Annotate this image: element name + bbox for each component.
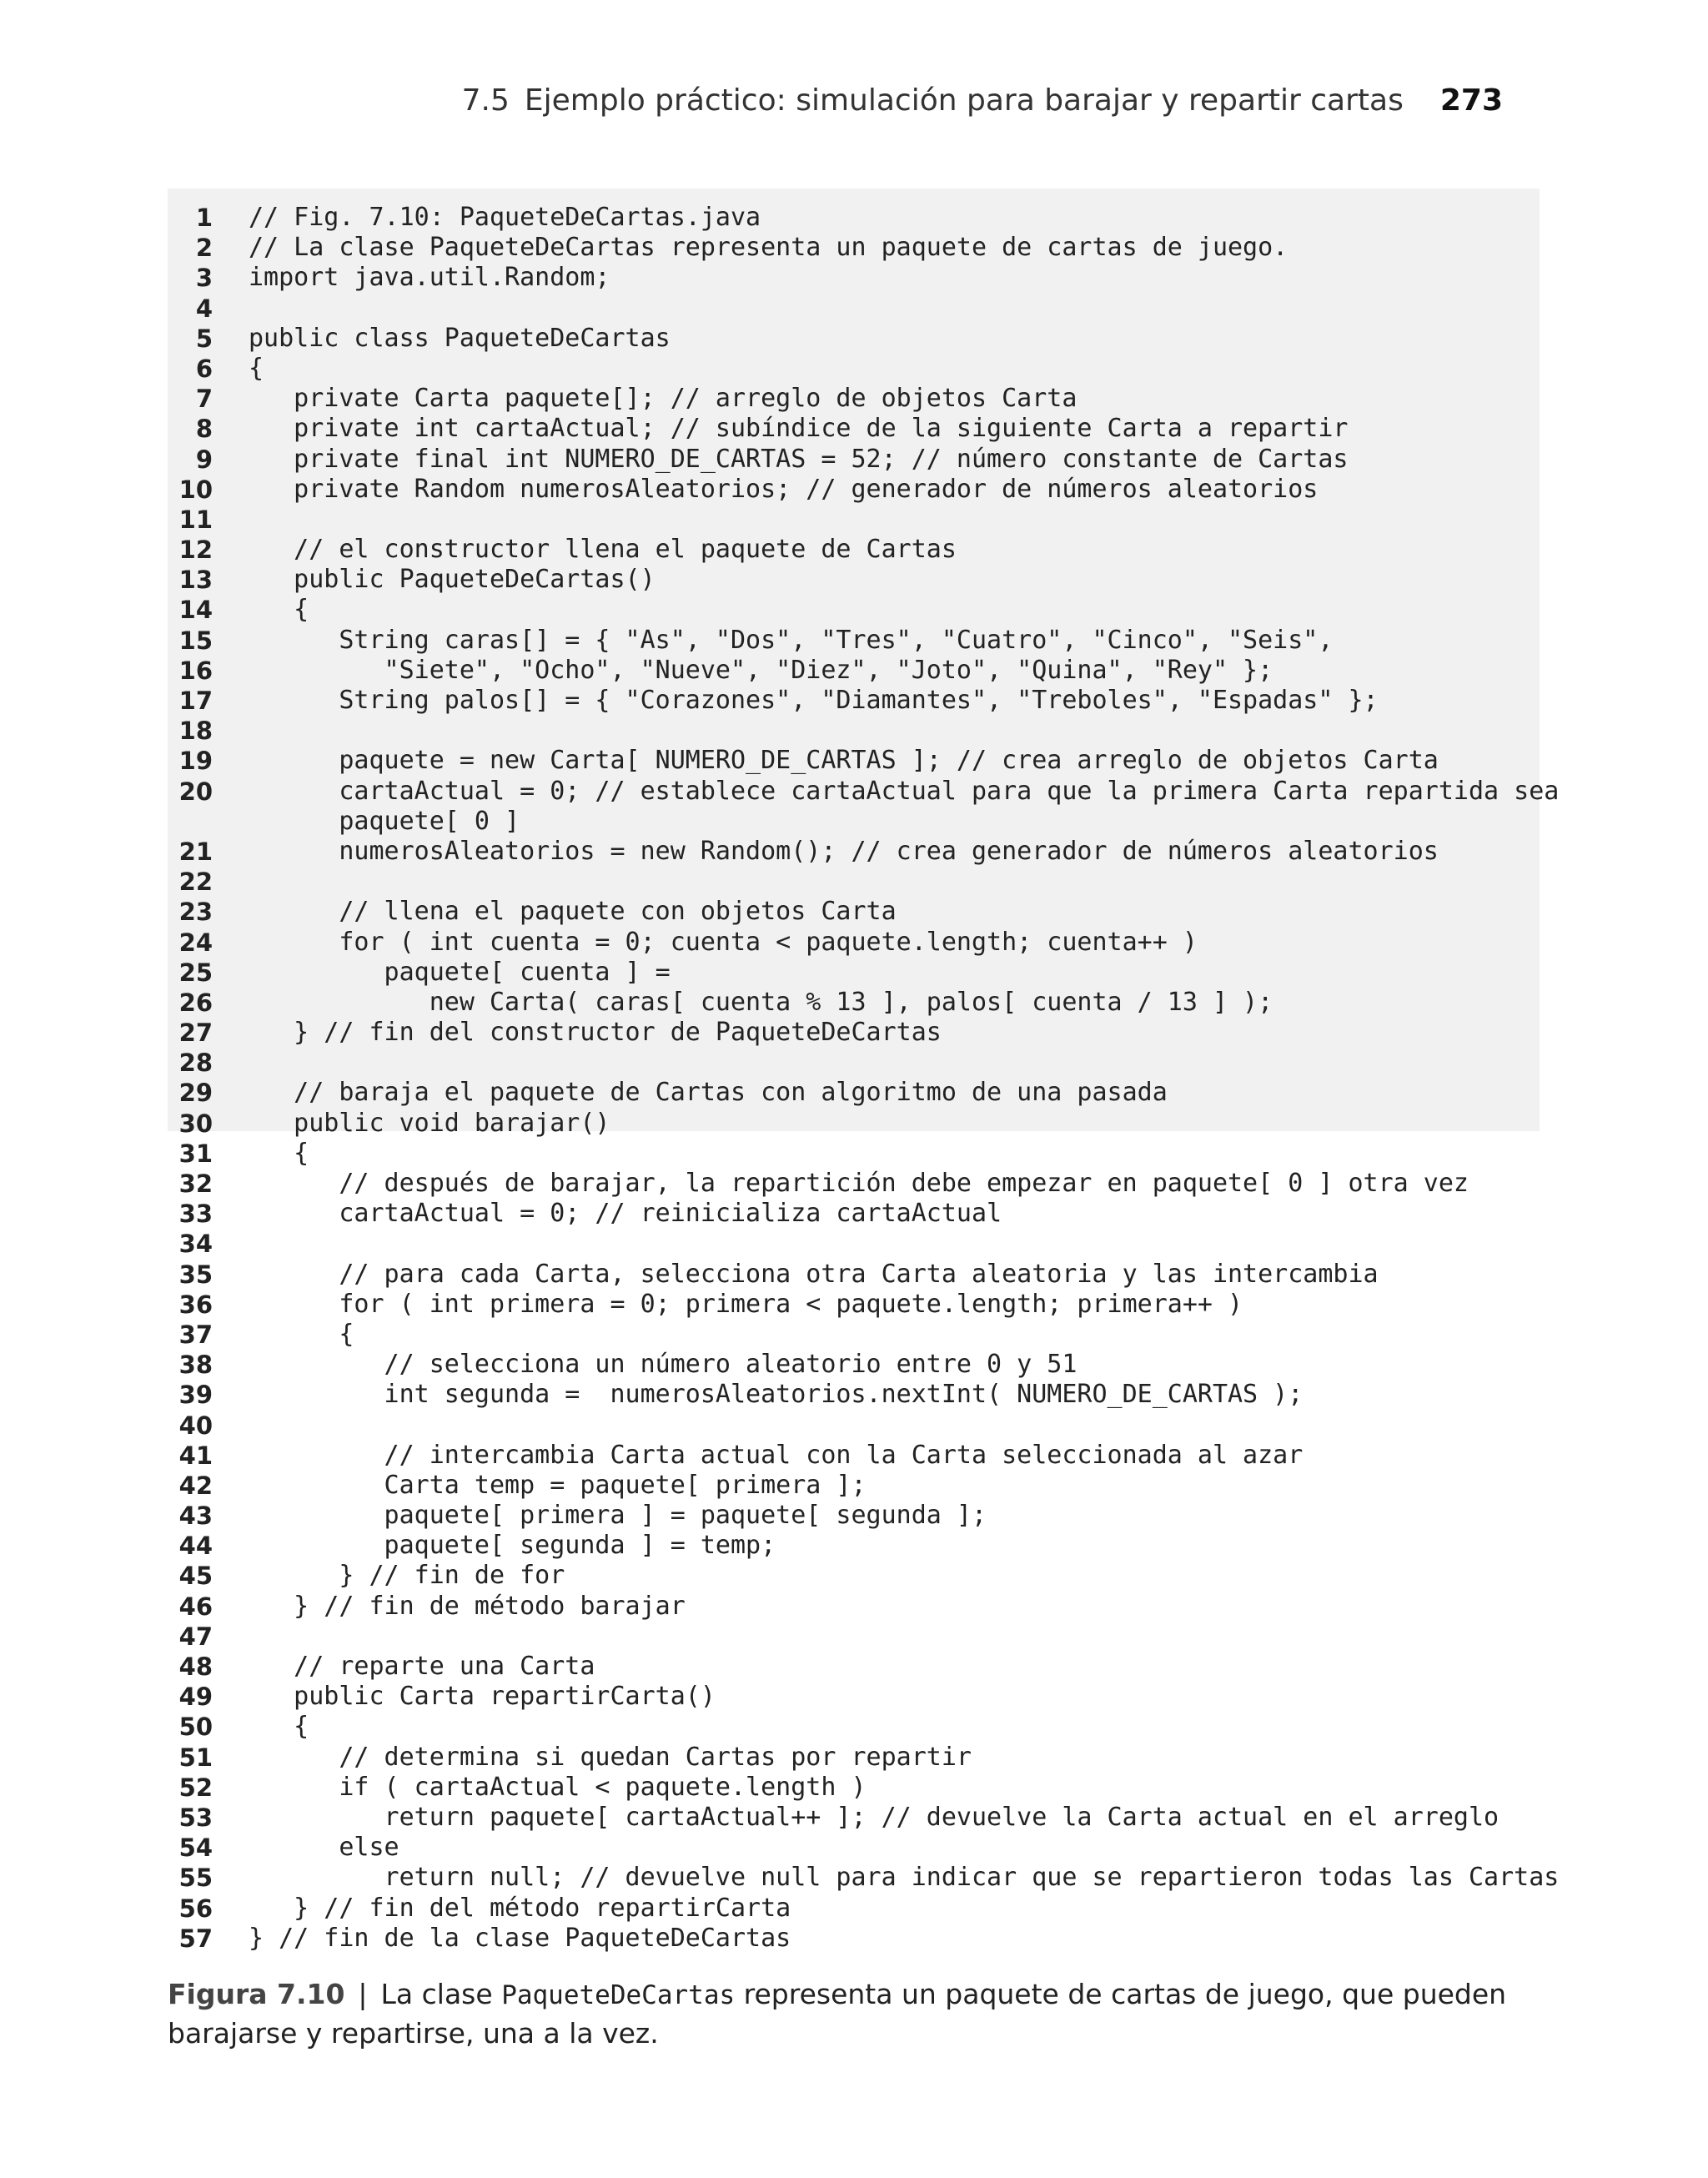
line-number: 49 [178, 1683, 213, 1712]
line-number: 48 [178, 1652, 213, 1681]
caption-text-after: representa un paquete de cartas de juego, que pueden barajarse y repartirse, una a la vez. [168, 1978, 1507, 2050]
code-line [0, 1682, 1708, 1712]
code-line [0, 1078, 1708, 1108]
code-text: if ( cartaActual < paquete.length ) [249, 1772, 867, 1802]
code-text: // llena el paquete con objetos Carta [249, 897, 897, 927]
code-text: { [249, 595, 309, 625]
code-text: private Random numerosAleatorios; // generador de números aleatorios [249, 474, 1319, 504]
line-number: 34 [178, 1230, 213, 1259]
code-line [0, 324, 1708, 354]
code-text: private int cartaActual; // subíndice de la siguiente Carta a repartir [249, 414, 1349, 444]
line-number: 17 [178, 687, 213, 715]
line-number: 23 [178, 898, 213, 927]
code-text: public Carta repartirCarta() [249, 1682, 716, 1712]
line-number: 33 [178, 1200, 213, 1229]
line-number: 18 [178, 717, 213, 746]
line-number: 26 [178, 988, 213, 1017]
line-number: 32 [178, 1169, 213, 1198]
figure-caption [168, 1975, 1540, 2052]
line-number: 3 [195, 264, 213, 293]
code-text: // después de barajar, la repartición debe empezar en paquete[ 0 ] otra vez [249, 1169, 1469, 1198]
line-number: 27 [178, 1019, 213, 1048]
line-number: 56 [178, 1894, 213, 1923]
line-number: 9 [195, 445, 213, 474]
line-number: 43 [178, 1501, 213, 1531]
line-number: 1 [195, 204, 213, 232]
code-text: { [249, 353, 264, 383]
code-text: import java.util.Random; [249, 263, 610, 293]
code-text: return null; // devuelve null para indicar que se repartieron todas las Cartas [249, 1863, 1560, 1893]
code-line [0, 595, 1708, 625]
code-line [0, 807, 1708, 837]
code-text: // determina si quedan Cartas por repartir [249, 1742, 972, 1772]
page-number: 273 [1439, 83, 1503, 118]
line-number: 25 [178, 958, 213, 987]
code-text: public PaqueteDeCartas() [249, 565, 656, 595]
figure-label: Figura 7.10 [168, 1978, 345, 2010]
code-line [0, 1561, 1708, 1591]
caption-class-name: PaqueteDeCartas [501, 1980, 736, 2010]
line-number: 16 [178, 656, 213, 685]
code-text: } // fin de la clase PaqueteDeCartas [249, 1923, 791, 1953]
code-text: // reparte una Carta [249, 1652, 595, 1681]
line-number: 50 [178, 1713, 213, 1742]
line-number: 22 [178, 868, 213, 897]
code-line [0, 354, 1708, 384]
line-number: 10 [178, 475, 213, 504]
code-line [0, 897, 1708, 927]
line-number: 4 [195, 294, 213, 323]
code-text: // La clase PaqueteDeCartas representa un paquete de cartas de juego. [249, 233, 1289, 263]
running-header [0, 83, 1503, 118]
code-line [0, 294, 1708, 324]
code-line [0, 1622, 1708, 1652]
code-text: return paquete[ cartaActual++ ]; // devuelve la Carta actual en el arreglo [249, 1802, 1500, 1832]
line-number: 39 [178, 1381, 213, 1410]
code-text: // Fig. 7.10: PaqueteDeCartas.java [249, 203, 761, 232]
line-number: 14 [178, 596, 213, 625]
code-text: for ( int cuenta = 0; cuenta < paquete.length; cuenta++ ) [249, 927, 1198, 957]
code-text: paquete[ cuenta ] = [249, 957, 671, 987]
line-number: 52 [178, 1773, 213, 1802]
line-number: 54 [178, 1833, 213, 1863]
code-line [0, 1169, 1708, 1199]
code-line [0, 1471, 1708, 1501]
code-line [0, 233, 1708, 263]
code-text: // selecciona un número aleatorio entre 0 y 51 [249, 1350, 1078, 1380]
code-text: public class PaqueteDeCartas [249, 323, 671, 353]
line-number: 31 [178, 1139, 213, 1168]
line-number: 19 [178, 747, 213, 776]
code-text: { [249, 1712, 309, 1742]
line-number: 30 [178, 1109, 213, 1138]
line-number: 42 [178, 1471, 213, 1500]
code-text: // para cada Carta, selecciona otra Carta aleatoria y las intercambia [249, 1259, 1379, 1289]
code-line [0, 656, 1708, 686]
code-line [0, 1290, 1708, 1320]
line-number: 21 [178, 837, 213, 866]
code-text: String caras[] = { "As", "Dos", "Tres", "Cuatro", "Cinco", "Seis", [249, 625, 1334, 655]
code-line [0, 1712, 1708, 1742]
code-text: } // fin de método barajar [249, 1591, 686, 1621]
line-number: 11 [178, 505, 213, 534]
section-number: 7.5 [461, 83, 510, 118]
code-line [0, 777, 1708, 807]
code-line [0, 203, 1708, 233]
code-text: for ( int primera = 0; primera < paquete.length; primera++ ) [249, 1289, 1243, 1319]
code-listing [0, 203, 1708, 1954]
code-text: numerosAleatorios = new Random(); // crea generador de números aleatorios [249, 836, 1439, 866]
code-text: int segunda = numerosAleatorios.nextInt( NUMERO_DE_CARTAS ); [249, 1380, 1304, 1410]
code-line [0, 1411, 1708, 1441]
line-number: 13 [178, 566, 213, 595]
line-number: 53 [178, 1803, 213, 1832]
line-number: 7 [195, 385, 213, 414]
line-number: 55 [178, 1864, 213, 1893]
code-text: paquete[ 0 ] [249, 806, 520, 836]
code-line [0, 1320, 1708, 1350]
code-text: cartaActual = 0; // establece cartaActual para que la primera Carta repartida sea [249, 776, 1560, 806]
line-number: 12 [178, 536, 213, 565]
code-line [0, 686, 1708, 716]
code-line [0, 1350, 1708, 1380]
code-line [0, 1863, 1708, 1893]
line-number: 40 [178, 1411, 213, 1440]
code-text: else [249, 1833, 399, 1863]
code-text: private Carta paquete[]; // arreglo de objetos Carta [249, 384, 1078, 414]
code-line [0, 716, 1708, 746]
code-line [0, 535, 1708, 565]
code-text: // baraja el paquete de Cartas con algoritmo de una pasada [249, 1078, 1168, 1108]
caption-text-before: La clase [380, 1978, 493, 2010]
code-line [0, 263, 1708, 293]
code-text: paquete = new Carta[ NUMERO_DE_CARTAS ]; // crea arreglo de objetos Carta [249, 746, 1439, 776]
code-line [0, 1109, 1708, 1139]
code-text: public void barajar() [249, 1108, 610, 1138]
code-text: { [249, 1319, 354, 1349]
code-line [0, 475, 1708, 505]
code-text: cartaActual = 0; // reinicializa cartaActual [249, 1199, 1002, 1229]
code-line [0, 1260, 1708, 1290]
line-number: 38 [178, 1351, 213, 1380]
code-line [0, 1652, 1708, 1682]
line-number: 8 [195, 415, 213, 444]
code-line [0, 1441, 1708, 1471]
code-line [0, 384, 1708, 414]
code-text: new Carta( caras[ cuenta % 13 ], palos[ cuenta / 13 ] ); [249, 987, 1273, 1017]
code-line [0, 414, 1708, 444]
line-number: 41 [178, 1441, 213, 1470]
code-line [0, 1199, 1708, 1229]
code-text: Carta temp = paquete[ primera ]; [249, 1470, 867, 1500]
line-number: 6 [195, 354, 213, 383]
code-line [0, 1924, 1708, 1954]
code-line [0, 1531, 1708, 1561]
line-number: 37 [178, 1320, 213, 1349]
code-text: } // fin del método repartirCarta [249, 1893, 791, 1923]
code-line [0, 1743, 1708, 1773]
line-number: 15 [178, 626, 213, 655]
code-text: paquete[ segunda ] = temp; [249, 1531, 776, 1561]
code-text: paquete[ primera ] = paquete[ segunda ]; [249, 1501, 987, 1531]
section-title: Ejemplo práctico: simulación para barajar y repartir cartas [524, 83, 1404, 118]
code-line [0, 1048, 1708, 1078]
code-line [0, 1018, 1708, 1048]
code-line [0, 565, 1708, 595]
line-number: 35 [178, 1260, 213, 1289]
code-text: // el constructor llena el paquete de Cartas [249, 535, 957, 565]
code-line [0, 958, 1708, 988]
code-line [0, 867, 1708, 897]
line-number: 20 [178, 777, 213, 806]
line-number: 45 [178, 1562, 213, 1591]
code-line [0, 1894, 1708, 1924]
code-text: private final int NUMERO_DE_CARTAS = 52; // número constante de Cartas [249, 444, 1349, 474]
code-line [0, 928, 1708, 958]
code-line [0, 1501, 1708, 1531]
code-line [0, 1139, 1708, 1169]
line-number: 2 [195, 234, 213, 263]
code-line [0, 988, 1708, 1018]
line-number: 51 [178, 1743, 213, 1772]
code-line [0, 1229, 1708, 1259]
line-number: 44 [178, 1532, 213, 1561]
line-number: 29 [178, 1079, 213, 1108]
code-line [0, 1773, 1708, 1803]
code-text: { [249, 1138, 309, 1168]
code-line [0, 1592, 1708, 1622]
line-number: 46 [178, 1592, 213, 1621]
code-text: "Siete", "Ocho", "Nueve", "Diez", "Joto", "Quina", "Rey" }; [249, 655, 1273, 685]
line-number: 5 [195, 324, 213, 353]
code-text: } // fin del constructor de PaqueteDeCartas [249, 1018, 942, 1048]
code-text: // intercambia Carta actual con la Carta seleccionada al azar [249, 1440, 1304, 1470]
code-line [0, 626, 1708, 656]
code-line [0, 445, 1708, 475]
line-number: 24 [178, 928, 213, 957]
caption-separator: | [358, 1978, 368, 2010]
code-text: String palos[] = { "Corazones", "Diamantes", "Treboles", "Espadas" }; [249, 686, 1379, 715]
code-text: } // fin de for [249, 1561, 565, 1591]
code-line [0, 1833, 1708, 1863]
code-line [0, 1380, 1708, 1410]
code-line [0, 1803, 1708, 1833]
line-number: 28 [178, 1049, 213, 1078]
line-number: 47 [178, 1622, 213, 1651]
line-number: 57 [178, 1924, 213, 1953]
code-line [0, 837, 1708, 867]
line-number: 36 [178, 1290, 213, 1319]
code-line [0, 746, 1708, 776]
code-line [0, 505, 1708, 535]
